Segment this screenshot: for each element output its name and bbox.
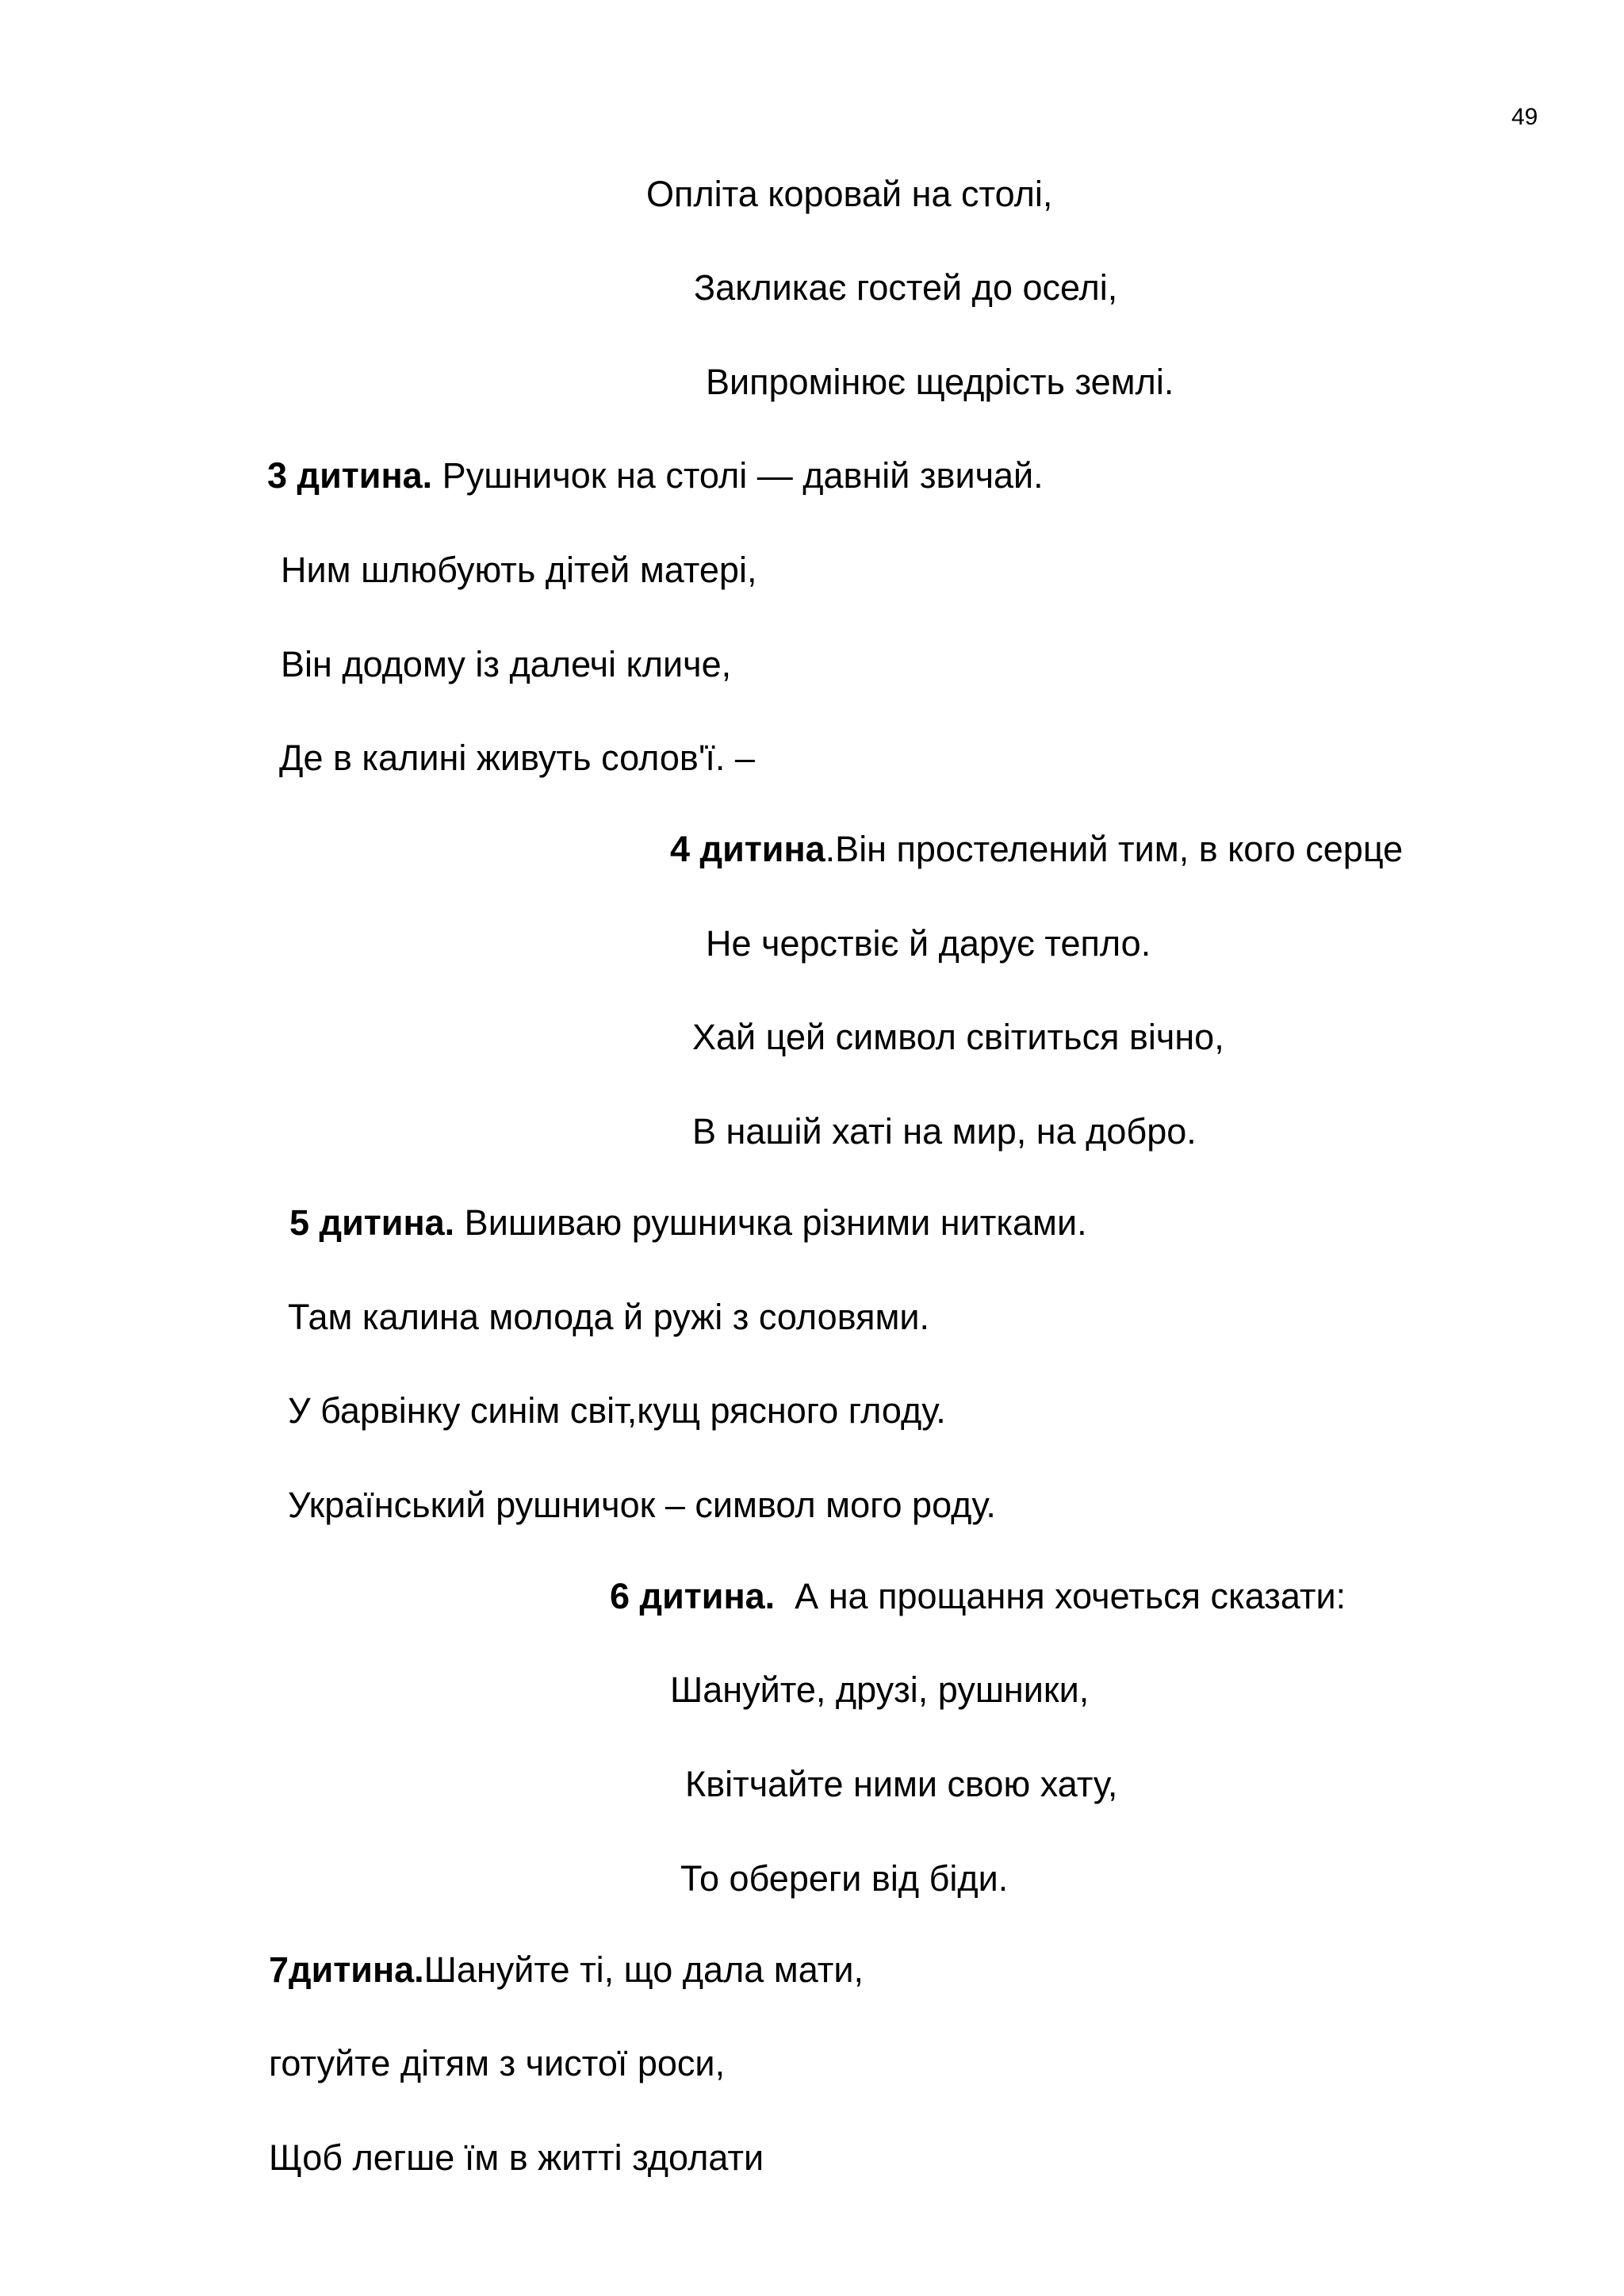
speaker-line xyxy=(267,455,1044,496)
verse-text: Де в калині живуть солов'ї. – xyxy=(279,738,755,778)
verse-text: Рушничок на столі — давній звичай. xyxy=(432,455,1044,496)
speaker-label: 7дитина. xyxy=(269,1949,424,1990)
verse-text: Там калина молода й ружі з соловями. xyxy=(288,1297,930,1337)
verse-line xyxy=(692,1017,1224,1058)
verse-line xyxy=(288,1390,946,1432)
verse-text: Не черствіє й дарує тепло. xyxy=(706,923,1151,964)
verse-text: Він додому із далечі кличе, xyxy=(281,644,732,684)
verse-line xyxy=(288,1485,996,1526)
verse-line xyxy=(279,738,755,779)
verse-text: Хай цей символ світиться вічно, xyxy=(692,1017,1224,1057)
verse-line xyxy=(269,2043,725,2084)
verse-line xyxy=(706,362,1174,403)
verse-text: Випромінює щедрість землі. xyxy=(706,362,1174,402)
verse-text: Квітчайте ними свою хату, xyxy=(685,1764,1118,1804)
speaker-line xyxy=(269,1949,864,1991)
verse-text: Вишиваю рушничка різними нитками. xyxy=(454,1202,1087,1243)
speaker-label: 3 дитина. xyxy=(267,455,433,496)
speaker-line xyxy=(610,1576,1346,1617)
verse-line xyxy=(694,267,1117,309)
verse-line xyxy=(281,644,731,685)
verse-text: Шануйте, друзі, рушники, xyxy=(670,1669,1090,1710)
speaker-label: 6 дитина. xyxy=(610,1576,776,1616)
verse-line xyxy=(685,1764,1117,1805)
verse-text: .Він простелений тим, в кого серце xyxy=(825,829,1404,869)
verse-line xyxy=(680,1858,1008,1899)
verse-text: готуйте дітям з чистої роси, xyxy=(269,2043,726,2083)
verse-text: Закликає гостей до оселі, xyxy=(694,267,1118,308)
verse-line xyxy=(692,1111,1197,1152)
verse-text: Щоб легше їм в житті здолати xyxy=(269,2137,764,2178)
verse-line xyxy=(706,923,1151,964)
verse-text: А на прощання хочеться сказати: xyxy=(775,1576,1346,1616)
speaker-label: 4 дитина xyxy=(670,829,825,869)
verse-text: У барвінку синім світ,кущ рясного глоду. xyxy=(288,1390,946,1431)
verse-line xyxy=(288,1297,929,1338)
page-number: 49 xyxy=(1511,104,1538,130)
verse-line xyxy=(646,174,1052,215)
speaker-line xyxy=(670,829,1403,870)
verse-text: Український рушничок – символ мого роду. xyxy=(288,1485,996,1525)
speaker-line xyxy=(289,1202,1087,1244)
verse-line xyxy=(670,1669,1089,1711)
verse-text: В нашій хаті на мир, на добро. xyxy=(692,1111,1197,1152)
verse-line xyxy=(281,550,756,591)
verse-text: Ним шлюбують дітей матері, xyxy=(281,550,757,590)
verse-text: То обереги від біди. xyxy=(680,1858,1009,1899)
verse-text: Шануйте ті, що дала мати, xyxy=(423,1949,864,1990)
verse-text: Опліта коровай на столі, xyxy=(646,174,1053,214)
speaker-label: 5 дитина. xyxy=(289,1202,455,1243)
verse-line xyxy=(269,2137,764,2179)
